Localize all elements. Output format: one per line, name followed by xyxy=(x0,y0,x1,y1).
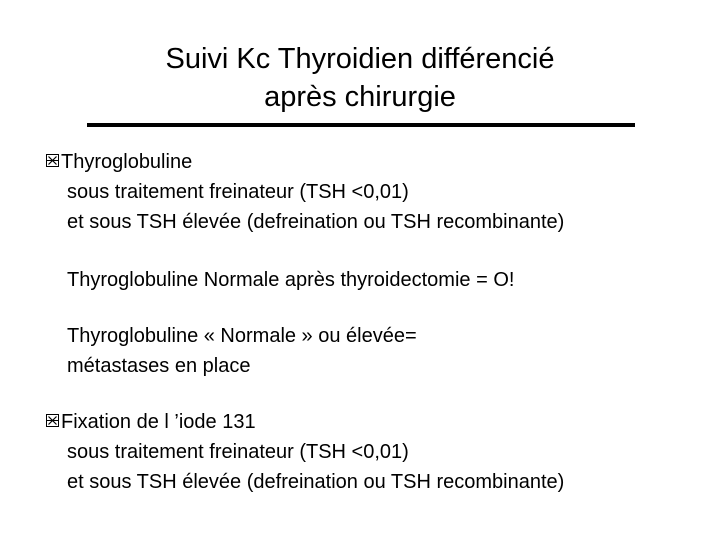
note-line: métastases en place xyxy=(67,355,251,377)
bullet-heading-fixation: Fixation de l ’iode 131 xyxy=(61,411,256,433)
x-box-bullet-icon xyxy=(46,154,59,167)
slide-title-line-1: Suivi Kc Thyroidien différencié xyxy=(165,43,555,75)
note-line: Thyroglobuline Normale après thyroidectomie = O! xyxy=(67,269,515,291)
condition-line: et sous TSH élevée (defreination ou TSH recombinante) xyxy=(67,471,565,493)
note-thyroglobuline-normale xyxy=(67,265,514,295)
condition-line: et sous TSH élevée (defreination ou TSH recombinante) xyxy=(67,211,565,233)
condition-line: sous traitement freinateur (TSH <0,01) xyxy=(67,181,409,203)
title-underline xyxy=(87,123,635,127)
section2-conditions xyxy=(67,437,564,497)
note-metastases xyxy=(67,321,417,381)
slide-title-line-2: après chirurgie xyxy=(264,81,456,113)
bullet-thyroglobuline xyxy=(46,147,192,177)
section1-conditions xyxy=(67,177,564,237)
condition-line: sous traitement freinateur (TSH <0,01) xyxy=(67,441,409,463)
slide-title xyxy=(0,40,720,116)
bullet-heading-thyroglobuline: Thyroglobuline xyxy=(61,151,193,173)
note-line: Thyroglobuline « Normale » ou élevée= xyxy=(67,325,417,347)
x-box-bullet-icon xyxy=(46,414,59,427)
bullet-fixation-iode xyxy=(46,407,256,437)
